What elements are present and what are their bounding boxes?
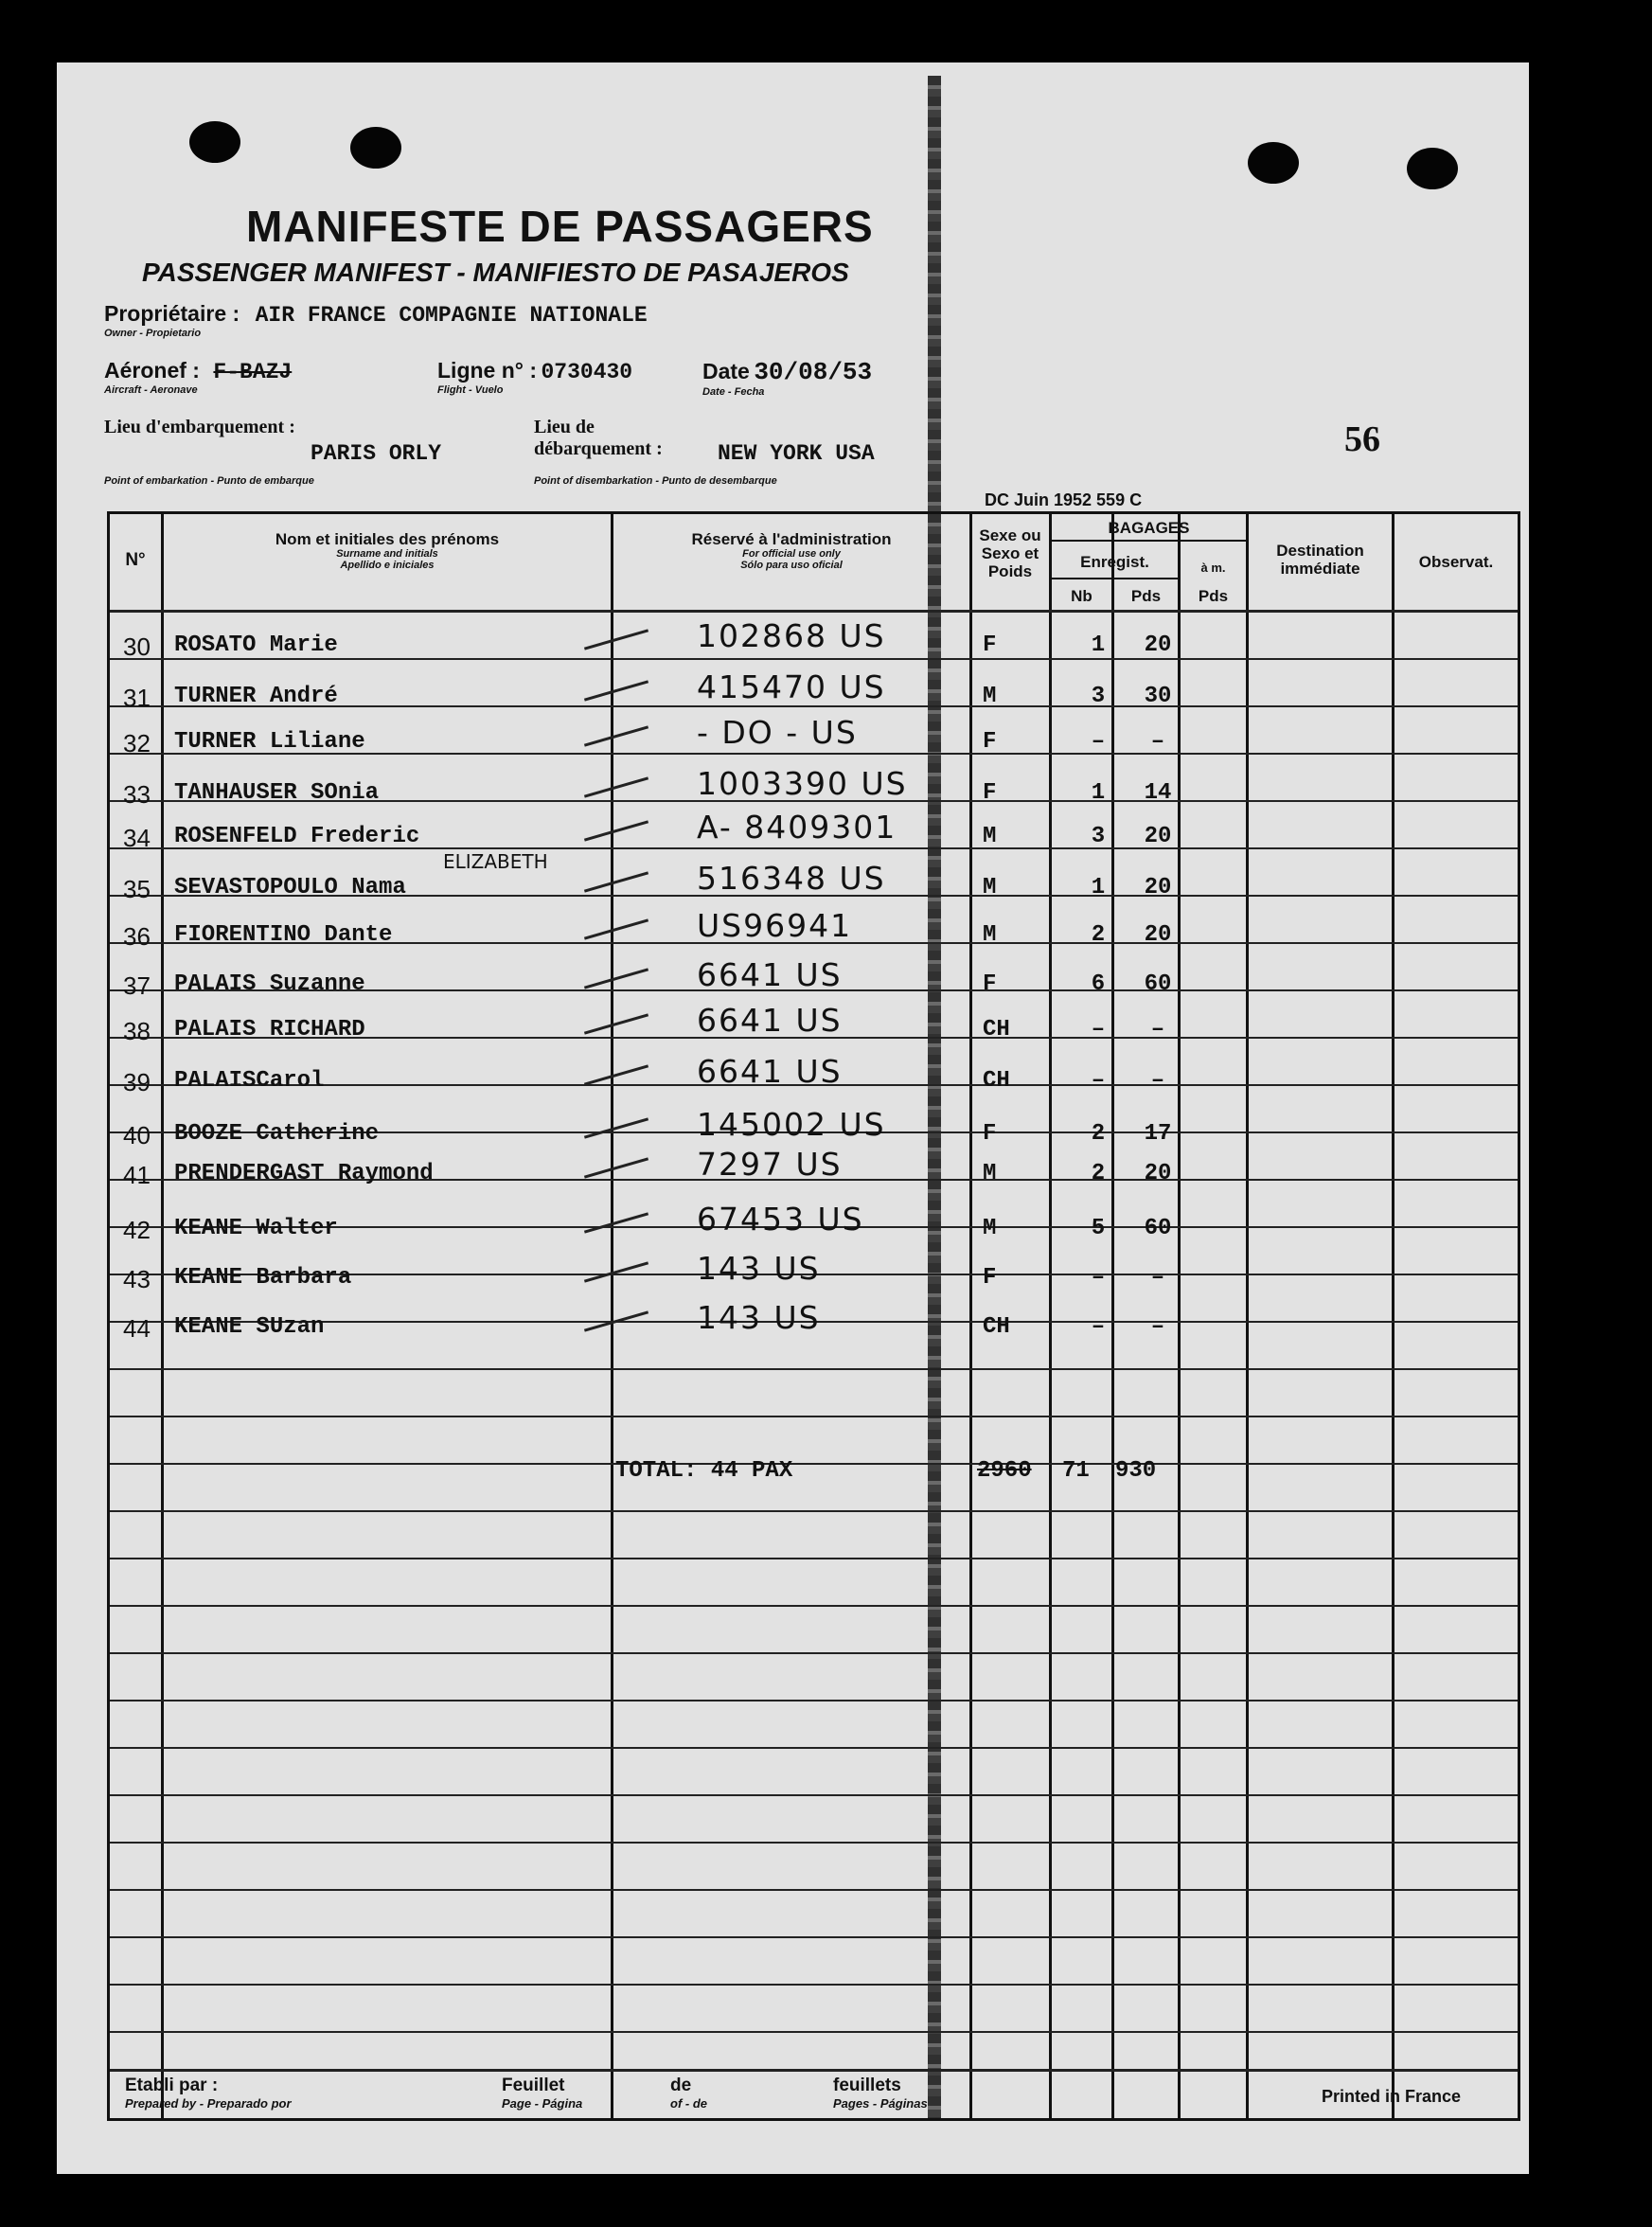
row-rule [110,1558,1518,1559]
sheet-sub: Page - Página [502,2096,583,2111]
totals-label: TOTAL: 44 PAX [615,1458,793,1484]
passenger-sex: M [983,824,997,849]
passenger-row [110,809,1518,858]
col-header-admin-label: Réservé à l'administration [691,530,892,548]
of-label: de [670,2076,692,2095]
passenger-no: 35 [123,875,151,903]
baggage-pds: 30 [1144,684,1172,709]
tick-mark [584,680,648,701]
passenger-sex: F [983,1265,997,1291]
baggage-pds: 20 [1144,875,1172,900]
passenger-sex: M [983,684,997,709]
passenger-admin: - DO - US [697,714,858,751]
baggage-pds: – [1150,1265,1165,1291]
tick-mark [584,1013,648,1034]
passenger-name: PALAISCarol [174,1068,325,1094]
sheets-label: feuillets [833,2076,901,2095]
col-header-no: N° [125,550,146,570]
passenger-admin: 1003390 US [697,765,908,802]
date-block [702,358,872,398]
tick-mark [584,1212,648,1233]
row-rule [110,1652,1518,1654]
col-header-nb: Nb [1071,587,1092,605]
tick-mark [584,629,648,650]
passenger-sex: M [983,1161,997,1186]
passenger-sex: M [983,922,997,948]
passenger-row [110,1201,1518,1250]
sheets-field [833,2076,928,2111]
punch-hole [350,127,401,169]
passenger-row [110,617,1518,667]
aircraft-sub: Aircraft - Aeronave [104,384,198,396]
row-rule [110,1463,1518,1465]
col-header-name [164,530,611,571]
passenger-sex: F [983,971,997,997]
passenger-sex: F [983,632,997,658]
baggage-pds: 20 [1144,632,1172,658]
passenger-row [110,1146,1518,1195]
passenger-name: BOOZE Catherine [174,1121,380,1147]
passenger-sex: M [983,1216,997,1241]
passenger-sex: CH [983,1017,1010,1042]
tick-mark [584,871,648,892]
handwritten-note: ELIZABETH [443,850,548,873]
passenger-name: FIORENTINO Dante [174,922,393,948]
passenger-row [110,1299,1518,1348]
baggage-pds: 20 [1144,824,1172,849]
passenger-name: KEANE SUzan [174,1314,325,1340]
punch-hole [189,121,240,163]
embark-label: Lieu d'embarquement : [104,417,295,437]
flight-sub: Flight - Vuelo [437,384,504,396]
passenger-row [110,1250,1518,1299]
page-number: 56 [1344,419,1380,459]
passenger-admin: 143 US [697,1250,821,1287]
flight-block [437,358,632,396]
disembark-label: Lieu de débarquement : [534,417,663,459]
of-field [670,2076,707,2111]
disembark-block [534,417,714,460]
baggage-nb: 1 [1091,875,1106,900]
page-title: MANIFESTE DE PASSAGERS [246,202,874,251]
prepared-by [125,2076,292,2111]
passenger-row [110,714,1518,763]
owner-value: AIR FRANCE COMPAGNIE NATIONALE [255,303,648,328]
col-header-hand-pds: Pds [1198,587,1229,605]
punch-hole [1407,148,1458,189]
baggage-pds: – [1150,1017,1165,1042]
passenger-admin: 145002 US [697,1106,886,1143]
header-rule [110,610,1518,613]
col-header-destination: Destination immédiate [1276,542,1364,578]
prepared-label: Etabli par : [125,2076,219,2095]
col-header-name-sub: Apellido e iniciales [340,560,435,571]
passenger-no: 34 [123,824,151,852]
baggage-nb: 2 [1091,922,1106,948]
baggage-nb: 6 [1091,971,1106,997]
baggage-pds: – [1150,1314,1165,1340]
passenger-no: 39 [123,1068,151,1096]
tick-mark [584,1157,648,1178]
passenger-sex: F [983,1121,997,1147]
row-rule [110,1416,1518,1417]
sheet-label: Feuillet [502,2076,565,2095]
baggage-pds: – [1150,729,1165,755]
tick-mark [584,725,648,746]
row-rule [110,1747,1518,1749]
row-rule [110,1605,1518,1607]
passenger-admin: 143 US [697,1299,821,1336]
col-header-name-label: Nom et initiales des prénoms [275,530,500,548]
baggage-nb: – [1091,1017,1106,1042]
tick-mark [584,820,648,841]
baggage-pds: 20 [1144,1161,1172,1186]
totals-weight: 2960 [977,1458,1032,1484]
passenger-no: 41 [123,1161,151,1189]
col-header-observations: Observat. [1418,553,1494,571]
passenger-row [110,850,1518,909]
passenger-admin: 102868 US [697,617,886,654]
passenger-no: 30 [123,632,151,661]
tick-mark [584,1261,648,1282]
passenger-no: 43 [123,1265,151,1293]
passenger-name: TANHAUSER SOnia [174,780,380,806]
owner-sub: Owner - Propietario [104,328,202,339]
prepared-sub: Prepared by - Preparado por [125,2096,292,2111]
row-rule [110,1700,1518,1701]
passenger-no: 40 [123,1121,151,1149]
tick-mark [584,1064,648,1085]
totals-nb: 71 [1062,1458,1090,1484]
passenger-no: 42 [123,1216,151,1244]
sheet-field [502,2076,582,2111]
passenger-sex: CH [983,1314,1010,1340]
row-rule [110,1936,1518,1938]
passenger-name: KEANE Barbara [174,1265,352,1291]
punch-hole [1248,142,1299,184]
passenger-admin: 67453 US [697,1201,864,1238]
passenger-name: TURNER Liliane [174,729,365,755]
baggage-pds: – [1150,1068,1165,1094]
passenger-name: SEVASTOPOULO Nama [174,875,406,900]
passenger-name: ROSENFELD Frederic [174,824,420,849]
baggage-nb: 3 [1091,824,1106,849]
baggage-rule [1049,540,1246,542]
passenger-no: 37 [123,971,151,1000]
passenger-row [110,668,1518,718]
baggage-nb: 1 [1091,780,1106,806]
passenger-admin: 415470 US [697,668,886,705]
passenger-sex: F [983,780,997,806]
passenger-no: 33 [123,780,151,809]
aircraft-block [104,358,292,396]
baggage-nb: – [1091,1314,1106,1340]
tick-mark [584,918,648,939]
col-header-admin-sub: For official use only [742,548,841,560]
passenger-name: ROSATO Marie [174,632,338,658]
col-header-hand: à m. [1200,561,1226,575]
aircraft-label: Aéronef : [104,358,200,383]
owner-block [104,301,648,339]
baggage-pds: 17 [1144,1121,1172,1147]
passenger-no: 38 [123,1017,151,1045]
of-sub: of - de [670,2096,707,2111]
col-header-admin-sub: Sólo para uso oficial [740,560,843,571]
baggage-nb: 3 [1091,684,1106,709]
passenger-name: KEANE Walter [174,1216,338,1241]
baggage-nb: 2 [1091,1121,1106,1147]
embark-value: PARIS ORLY [311,441,442,466]
tick-mark [584,1117,648,1138]
passenger-sex: CH [983,1068,1010,1094]
col-header-name-sub: Surname and initials [336,548,438,560]
disembark-sub: Point of disembarkation - Punto de desembarque [534,475,777,487]
row-rule [110,1842,1518,1844]
passenger-no: 32 [123,729,151,757]
sheets-sub: Pages - Páginas [833,2096,928,2111]
passenger-admin: 6641 US [697,956,843,993]
totals-pds: 930 [1115,1458,1157,1484]
row-rule [110,1510,1518,1512]
page-subtitle: PASSENGER MANIFEST - MANIFIESTO DE PASAJEROS [142,258,849,287]
col-header-admin [613,530,969,571]
row-rule [110,1984,1518,1986]
baggage-nb: – [1091,1265,1106,1291]
registered-rule [1049,578,1178,579]
baggage-pds: 60 [1144,1216,1172,1241]
passenger-admin: A- 8409301 [697,809,897,846]
baggage-pds: 20 [1144,922,1172,948]
footer-rule [110,2069,1518,2072]
baggage-pds: 14 [1144,780,1172,806]
baggage-pds: 60 [1144,971,1172,997]
col-header-pds: Pds [1130,587,1162,605]
tick-mark [584,968,648,989]
passenger-admin: 516348 US [697,860,886,897]
passenger-no: 44 [123,1314,151,1343]
passenger-admin: 6641 US [697,1053,843,1090]
embark-sub: Point of embarkation - Punto de embarque [104,475,314,487]
tick-mark [584,776,648,797]
row-rule [110,1794,1518,1796]
col-header-registered: Enregist. [1080,553,1149,571]
col-header-sex: Sexe ou Sexo et Poids [979,526,1041,580]
date-label: Date [702,359,750,383]
passenger-no: 36 [123,922,151,951]
row-rule [110,2031,1518,2033]
printed-in-france: Printed in France [1322,2087,1462,2106]
baggage-nb: – [1091,1068,1106,1094]
passenger-row [110,907,1518,956]
passenger-row [110,1002,1518,1051]
passenger-name: TURNER André [174,684,338,709]
baggage-nb: – [1091,729,1106,755]
aircraft-value: F-BAZJ [213,360,293,384]
baggage-nb: 5 [1091,1216,1106,1241]
form-mark: DC Juin 1952 559 C [985,490,1143,509]
passenger-name: PRENDERGAST Raymond [174,1161,434,1186]
date-value: 30/08/53 [754,358,873,386]
passenger-admin: US96941 [697,907,853,944]
col-header-baggage: BAGAGES [1108,519,1190,537]
baggage-nb: 1 [1091,632,1106,658]
passenger-no: 31 [123,684,151,712]
owner-label: Propriétaire : [104,301,240,326]
passenger-admin: 6641 US [697,1002,843,1039]
row-rule [110,1889,1518,1891]
passenger-row [110,956,1518,1006]
passenger-row [110,1053,1518,1102]
date-sub: Date - Fecha [702,386,765,398]
passenger-admin: 7297 US [697,1146,843,1183]
passenger-sex: F [983,729,997,755]
passenger-name: PALAIS RICHARD [174,1017,365,1042]
baggage-nb: 2 [1091,1161,1106,1186]
embark-block [104,417,331,438]
flight-value: 0730430 [541,360,633,384]
row-rule [110,1368,1518,1370]
tick-mark [584,1310,648,1331]
passenger-sex: M [983,875,997,900]
disembark-value: NEW YORK USA [718,441,875,466]
passenger-name: PALAIS Suzanne [174,971,365,997]
flight-label: Ligne n° : [437,358,538,383]
